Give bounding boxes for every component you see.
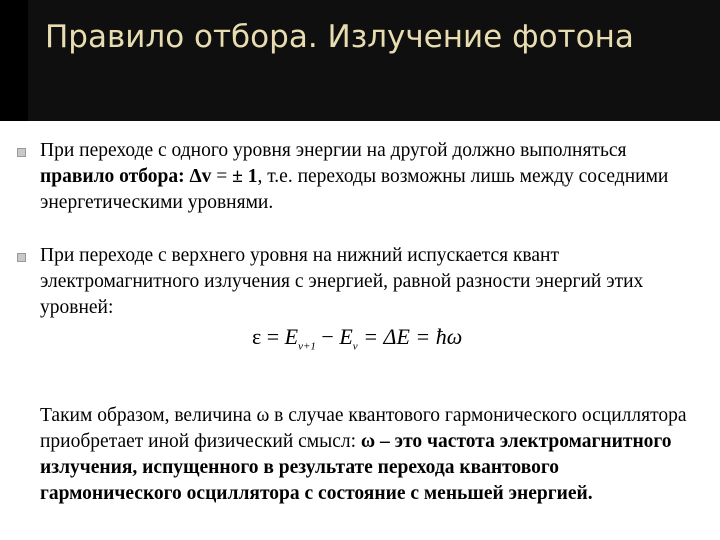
bold-selection-rule: правило отбора: Δv [40,166,212,187]
bold-plus-minus-one: ± 1 [232,166,258,187]
conclusion-text [40,403,690,507]
text-run: , т.е. переходы возможны лишь между соседними энергетическими уровнями. [40,166,669,213]
bullet-text-emission: При переходе с верхнего уровня на нижний испускается квант электромагнитного излучения с энергией, равной разности энергий этих уровней: [40,245,644,318]
formula-sub-lower: v [352,340,358,353]
bold-conclusion: – это частота электромагнитного излучения, испущенного в результате перехода квантового гармонического осциллятора с состояние с меньшей энергией. [40,431,672,504]
bullet-marker [17,148,26,157]
formula-e-upper: E [284,324,299,349]
formula-e-lower: E [339,324,353,349]
formula-rest: = ΔE = ħω [357,324,463,349]
formula-sub-upper: v+1 [298,340,316,353]
bold-omega: ω [360,431,376,452]
text-run: Таким образом, величина ω в случае квантового гармонического осциллятора приобретает иной физический смысл: [40,405,687,452]
slide-title: Правило отбора. Излучение фотона [45,19,634,55]
energy-formula [252,324,462,352]
text-run: При переходе с одного уровня энергии на другой должно выполняться [40,140,627,161]
text-run: = [211,166,233,187]
bullet-marker [17,253,26,262]
bullet-text-selection-rule [40,138,690,216]
formula-minus: − [315,324,340,349]
formula-epsilon: ε = [252,324,285,349]
